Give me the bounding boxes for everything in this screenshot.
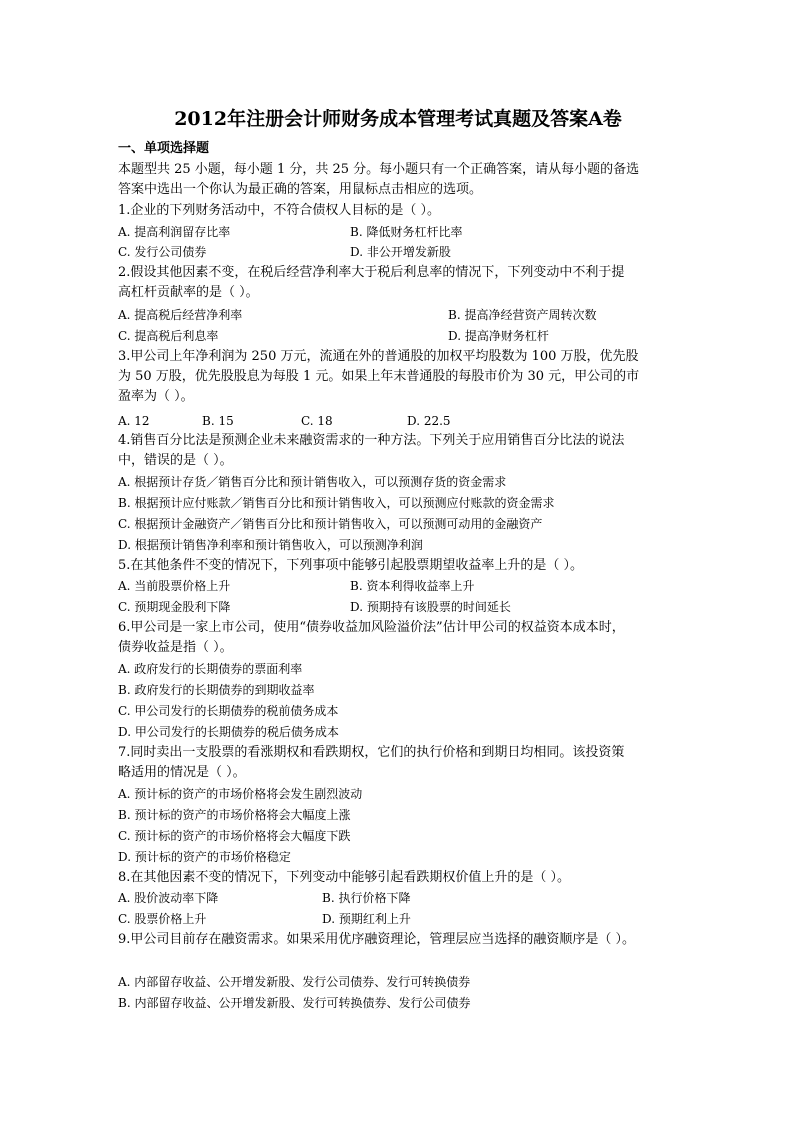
question-stem: 4.销售百分比法是预测企业未来融资需求的一种方法。下列关于应用销售百分比法的说法 (118, 433, 625, 448)
option: D. 非公开增发新股 (350, 245, 451, 259)
question-stem: 盈率为（ ）。 (118, 389, 194, 404)
option: C. 股票价格上升 (118, 912, 207, 926)
option: C. 预期现金股利下降 (118, 600, 231, 614)
option: B. 根据预计应付账款／销售百分比和预计销售收入，可以预测应付账款的资金需求 (118, 496, 555, 510)
question-stem: 1.企业的下列财务活动中，不符合债权人目标的是（ ）。 (118, 203, 441, 218)
option: C. 18 (301, 414, 333, 428)
option: D. 预计标的资产的市场价格稳定 (118, 850, 291, 864)
option: B. 预计标的资产的市场价格将会大幅度上涨 (118, 808, 351, 822)
option: C. 根据预计金融资产／销售百分比和预计销售收入，可以预测可动用的金融资产 (118, 517, 543, 531)
option: A. 根据预计存货／销售百分比和预计销售收入，可以预测存货的资金需求 (118, 475, 507, 489)
option: B. 15 (202, 414, 234, 428)
option: D. 22.5 (407, 414, 451, 428)
question-stem: 中，错误的是（ ）。 (118, 453, 233, 468)
option: B. 执行价格下降 (322, 891, 411, 905)
option: C. 预计标的资产的市场价格将会大幅度下跌 (118, 829, 351, 843)
option: D. 预期持有该股票的时间延长 (350, 600, 511, 614)
option: C. 提高税后利息率 (118, 329, 219, 343)
question-stem: 2.假设其他因素不变，在税后经营净利率大于税后利息率的情况下，下列变动中不利于提 (118, 265, 625, 280)
question-stem: 略适用的情况是（ ）。 (118, 765, 246, 780)
option: A. 预计标的资产的市场价格将会发生剧烈波动 (118, 787, 363, 801)
question-stem: 债券收益是指（ ）。 (118, 640, 233, 655)
question-stem: 5.在其他条件不变的情况下，下列事项中能够引起股票期望收益率上升的是（ ）。 (118, 558, 584, 573)
option: B. 提高净经营资产周转次数 (448, 308, 597, 322)
question-stem: 为 50 万股，优先股股息为每股 1 元。如果上年末普通股的每股市价为 30 元，甲公司的市 (118, 369, 640, 384)
option: A. 提高税后经营净利率 (118, 308, 243, 322)
option: A. 当前股票价格上升 (118, 579, 231, 593)
section-heading: 一、单项选择题 (118, 141, 210, 156)
question-stem: 高杠杆贡献率的是（ ）。 (118, 285, 259, 300)
option: B. 内部留存收益、公开增发新股、发行可转换债券、发行公司债券 (118, 996, 471, 1010)
option: B. 降低财务杠杆比率 (350, 225, 463, 239)
question-stem: 8.在其他因素不变的情况下，下列变动中能够引起看跌期权价值上升的是（ ）。 (118, 870, 571, 885)
option: D. 根据预计销售净利率和预计销售收入，可以预测净利润 (118, 538, 423, 552)
option: A. 提高利润留存比率 (118, 225, 231, 239)
intro-line: 本题型共 25 小题，每小题 1 分，共 25 分。每小题只有一个正确答案，请从每小题的备选 (118, 162, 640, 177)
question-stem: 9.甲公司目前存在融资需求。如果采用优序融资理论，管理层应当选择的融资顺序是（ ）。 (118, 932, 636, 947)
page-title: 2012年注册会计师财务成本管理考试真题及答案A卷 (174, 108, 622, 130)
question-stem: 7.同时卖出一支股票的看涨期权和看跌期权，它们的执行价格和到期日均相同。该投资策 (118, 745, 625, 760)
question-stem: 6.甲公司是一家上市公司，使用“债券收益加风险溢价法”估计甲公司的权益资本成本时， (118, 620, 625, 635)
option: A. 股价波动率下降 (118, 891, 219, 905)
option: D. 提高净财务杠杆 (448, 329, 549, 343)
option: B. 资本利得收益率上升 (350, 579, 475, 593)
option: A. 政府发行的长期债券的票面利率 (118, 662, 303, 676)
option: A. 12 (118, 414, 150, 428)
option: A. 内部留存收益、公开增发新股、发行公司债券、发行可转换债券 (118, 975, 471, 989)
option: B. 政府发行的长期债券的到期收益率 (118, 683, 315, 697)
option: D. 甲公司发行的长期债券的税后债务成本 (118, 725, 339, 739)
intro-line: 答案中选出一个你认为最正确的答案，用鼠标点击相应的选项。 (118, 182, 483, 197)
option: C. 甲公司发行的长期债券的税前债务成本 (118, 704, 339, 718)
option: D. 预期红利上升 (322, 912, 411, 926)
option: C. 发行公司债券 (118, 245, 207, 259)
question-stem: 3.甲公司上年净利润为 250 万元，流通在外的普通股的加权平均股数为 100 万股，优先股 (118, 349, 639, 364)
